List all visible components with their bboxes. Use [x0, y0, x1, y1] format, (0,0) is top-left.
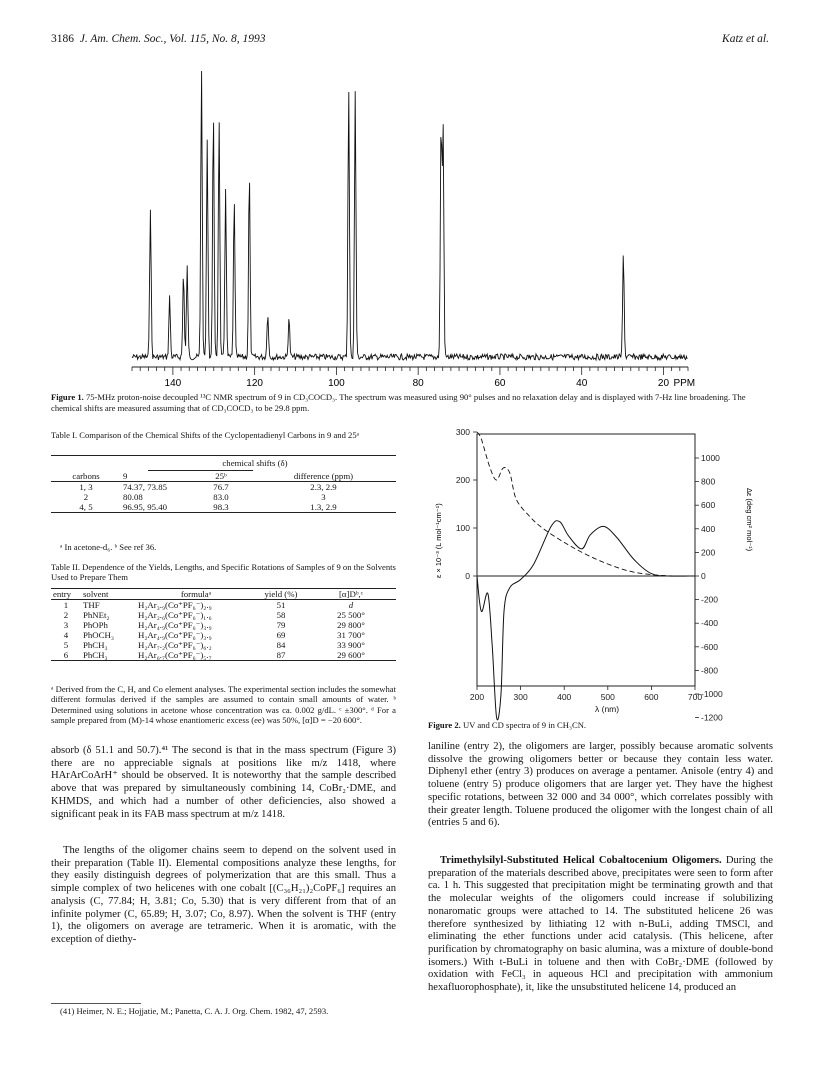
table2-col-rotation: [α]Dᵇ,ᶜ [339, 589, 363, 599]
uvcd-left-tick-label: 0 [465, 571, 470, 581]
table-row: 1 THF H₂Ar₃.₉(Co⁺PF₆⁻)₂.₉ 51 d [63, 600, 354, 610]
uvcd-xlabel: λ (nm) [595, 704, 620, 714]
uvcd-right-tick-label: -1200 [701, 712, 723, 723]
table-row: 2 PhNEt₂ H₂Ar₂.₆(Co⁺PF₆⁻)₁.₆ 58 25 500° [63, 610, 365, 620]
nmr-axis-unit: PPM [673, 378, 696, 389]
nmr-tick-label: 100 [328, 378, 345, 389]
nmr-spectrum-chart [120, 55, 696, 390]
figure1-caption-text: 75-MHz proton-noise decoupled ¹³C NMR spectrum of 9 in CD₃COCD₃. The spectrum was measured using 90° pulses and no relaxation delay and is displayed with 7-Hz line broadening. The chemical shifts are measured assuming that of CD₃COCD₃ to be 29.8 ppm. [51, 392, 746, 414]
table2 [51, 588, 396, 661]
uvcd-right-tick-label: 600 [701, 500, 716, 511]
figure2-caption-text: UV and CD spectra of 9 in CH₃CN. [462, 720, 587, 730]
uvcd-right-tick-label: -400 [701, 618, 719, 629]
uvcd-left-tick-label: 100 [455, 523, 470, 533]
uvcd-right-tick-label: -1000 [701, 689, 723, 699]
table2-col-yield: yield (%) [264, 589, 298, 599]
right-paragraph-1: laniline (entry 2), the oligomers are larger, possibly because aromatic solvents dissolve the growing oligomers better or because they contain less water. Diphenyl ether (entry 3) produces on average a pentamer. Anisole (entry 4) and toluene (entry 5) produce oligomers that are larger yet. They have the highest specific rotations, between 32 000 and 34 000°, which correlates possibly with their greater length. Toluene produced the oligomer with the longest chain of all (entries 5 and 6). [428, 741, 773, 829]
nmr-trace [132, 71, 687, 360]
uvcd-right-tick-label: -200 [701, 594, 719, 605]
left-paragraph-1: absorb (δ 51.1 and 50.7).⁴¹ The second is that in the mass spectrum (Figure 3) there are no appreciable signals at positions like m/z 1418, where HArArCoArH⁺ should be observed. It is noteworthy that the sample described above that was prepared by simultaneously combining 14, CoBr₂·DME, and KHMDS, and which had a number of other deficiencies, also showed a significant peak in its FAB mass spectrum at m/z 1418. [51, 745, 396, 820]
table1-group-header: chemical shifts (δ) [222, 458, 288, 468]
uv-series-line [477, 432, 695, 576]
table-row: 5 PhCH₃ H₂Ar₇.₂(Co⁺PF₆⁻)₆.₂ 84 33 900° [63, 640, 365, 650]
table1-col-25: 25ᵇ [215, 471, 227, 481]
uvcd-right-tick-label: -600 [701, 641, 719, 652]
table1-title: Table I. Comparison of the Chemical Shifts of the Cyclopentadienyl Carbons in 9 and 25ᵃ [51, 430, 359, 440]
left-paragraph-2: The lengths of the oligomer chains seem to depend on the solvent used in their preparation (Table II). Elemental compositions analyze these lengths, for they easily distinguish degrees of polymerization that are this small. Thus a simple complex of two helicenes with one cobalt [(C₃₆H₂₁)₂CoPF₆] requires an analysis (C, 77.84; H, 3.81; Co, 5.30) that is very different from that of an infinite polymer (C, 65.89; H, 3.07; Co, 8.97). When the solvent is THF (entry 1), the oligomers on average are tetrameric. When it is aromatic, with the exception of diethy- [51, 845, 396, 945]
table-row: 6 PhCH₃ H₂Ar₆.₇(Co⁺PF₆⁻)₅.₇ 87 29 600° [63, 650, 365, 660]
uvcd-right-tick-label: -800 [701, 665, 719, 676]
uvcd-left-tick-label: 200 [455, 475, 470, 485]
table-row: 2 80.08 83.0 3 [83, 492, 326, 502]
table1-header-row [51, 471, 396, 482]
table2-col-formula: formulaᵃ [180, 589, 212, 599]
table1-col-difference: difference (ppm) [293, 471, 354, 481]
uvcd-x-tick-label: 300 [513, 692, 528, 702]
table2-title: Table II. Dependence of the Yields, Lengths, and Specific Rotations of Samples of 9 on the Solvents Used to Prepare Them [51, 562, 396, 583]
uvcd-right-tick-label: 0 [701, 571, 706, 581]
table-row: 1, 3 74.37, 73.85 76.7 2.3, 2.9 [79, 482, 337, 492]
right-paragraph-2-text: During the preparation of the materials described above, precipitates were seen to form after ca. 1 h. This suggested that precipitation might be terminating growth and that the molecular weights of the oligomers could increase if solubilizing nonaromatic groups were attached to 14. The substituted helicene 26 was therefore synthesized by lithiating 12 with n-BuLi, adding TMSCl, and eliminating the ether functions under acid catalysis. (This helicene, after purification by chromatography on basic alumina, was a mixture of double-bond isomers.) With t-BuLi in toluene and then with CoBr₂·DME (followed by oxidation with FeCl₃ in aqueous HCl and precipitation with ammonium hexafluorophosphate), it, like the unsubstituted helicene 14, produced an [428, 855, 773, 994]
right-paragraph-2 [428, 855, 773, 995]
figure1-label: Figure 1. [51, 392, 84, 402]
nmr-tick-label: 60 [494, 378, 506, 389]
reference-footnote-41: (41) Heimer, N. E.; Hojjatie, M.; Panetta, C. A. J. Org. Chem. 1982, 47, 2593. [60, 1006, 329, 1016]
table2-col-solvent: solvent [83, 589, 109, 599]
uvcd-x-tick-label: 700 [687, 692, 703, 702]
nmr-tick-label: 80 [412, 378, 424, 389]
table2-footnote: ᵃ Derived from the C, H, and Co element analyses. The experimental section includes the somewhat different formulas derived if the samples are assumed to contain small amounts of water. ᵇ Determined using solutions in acetone whose concentration was ca. 0.002 g/dL. ᶜ ±300°. ᵈ For a sample prepared from (M)-14 whose enantiomeric excess (ee) was 50%, [α]D = −20 600°. [51, 684, 396, 726]
uvcd-x-tick-label: 200 [469, 692, 485, 702]
table2-header-row [51, 589, 396, 600]
nmr-tick-label: 140 [164, 378, 182, 389]
uvcd-x-tick-label: 600 [644, 692, 659, 702]
table1-col-9: 9 [123, 471, 128, 481]
nmr-tick-label: 20 [657, 378, 670, 389]
table2-col-entry: entry [53, 589, 72, 599]
nmr-tick-label: 120 [246, 378, 263, 389]
uvcd-right-tick-label: 400 [701, 523, 716, 534]
table1 [51, 471, 396, 513]
cd-series-line [477, 521, 695, 720]
page-number: 3186 [51, 33, 74, 45]
page-header [51, 33, 266, 45]
section-heading: Trimethylsilyl-Substituted Helical Cobaltocenium Oligomers. [440, 855, 722, 866]
uvcd-x-tick-label: 500 [600, 692, 615, 702]
uvcd-right-tick-label: 1000 [701, 453, 720, 463]
figure1-caption [51, 392, 771, 414]
table-row: 4 PhOCH₃ H₂Ar₄.₉(Co⁺PF₆⁻)₃.₉ 69 31 700° [63, 630, 365, 640]
table-row: 4, 5 96.95, 95.40 98.3 1.3, 2.9 [79, 502, 337, 512]
uvcd-right-tick-label: 200 [701, 547, 716, 558]
table-row: 3 PhOPh H₂Ar₄.₉(Co⁺PF₆⁻)₃.₉ 79 29 800° [63, 620, 365, 630]
running-authors: Katz et al. [722, 33, 769, 45]
table1-footnote: ᵃ In acetone-d₆. ᵇ See ref 36. [60, 542, 157, 552]
nmr-tick-label: 40 [576, 378, 588, 389]
figure2-label: Figure 2. [428, 720, 461, 730]
uvcd-left-ylabel: ε × 10⁻³ (L mol⁻¹cm⁻¹) [434, 503, 443, 578]
uvcd-right-tick-label: 800 [701, 476, 716, 487]
uvcd-right-ylabel: Δε (deg cm² mol⁻¹) [745, 488, 754, 552]
figure2-caption [428, 720, 586, 730]
journal-citation: J. Am. Chem. Soc., Vol. 115, No. 8, 1993 [79, 33, 266, 45]
uvcd-x-tick-label: 400 [557, 692, 572, 702]
table1-col-carbons: carbons [72, 471, 100, 481]
uvcd-left-tick-label: 300 [455, 427, 470, 437]
